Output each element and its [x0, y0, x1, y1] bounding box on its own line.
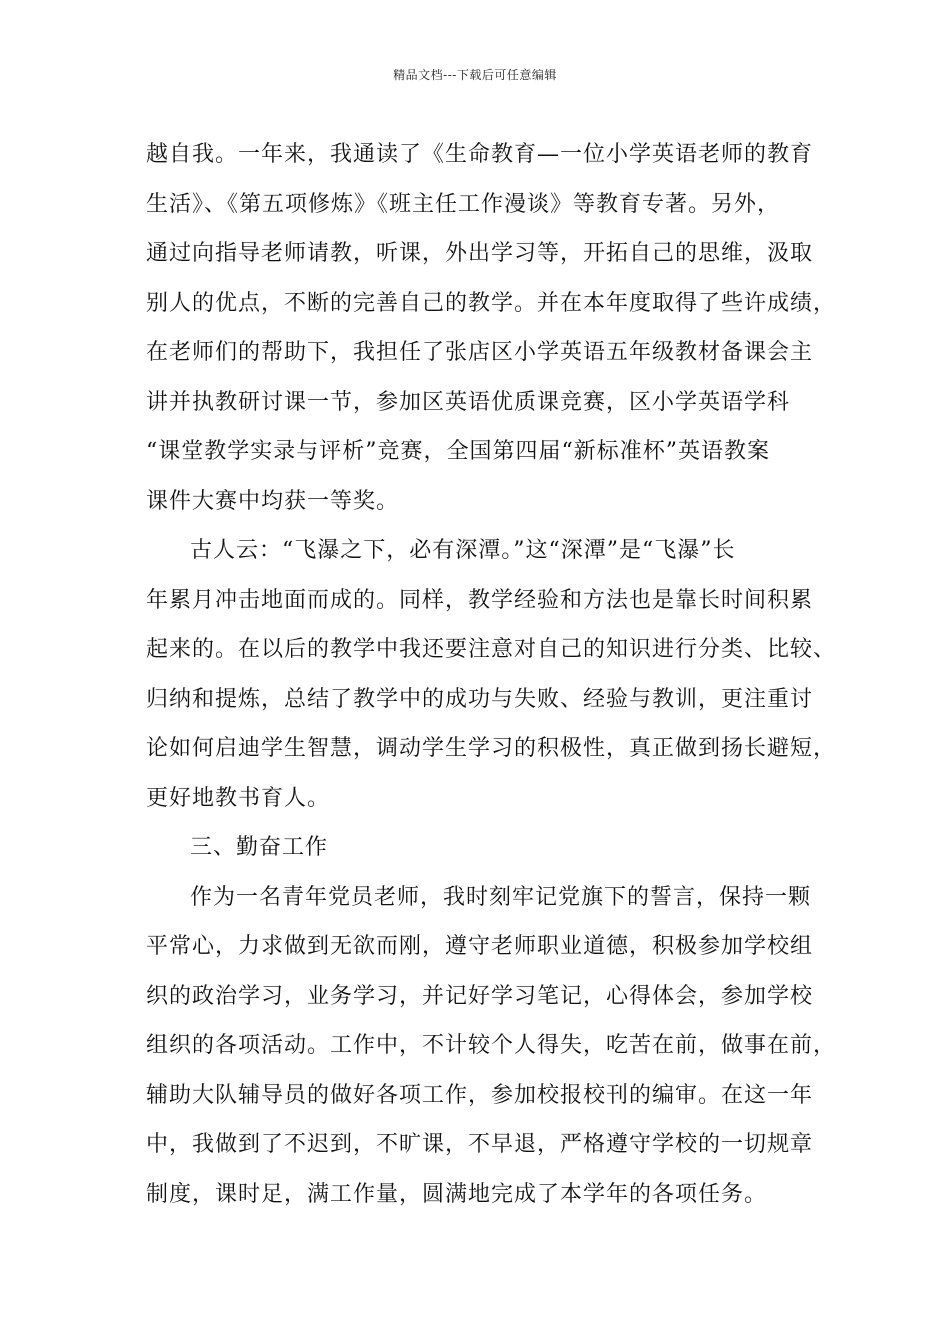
text-line: 讲并执教研讨课一节，参加区英语优质课竞赛，区小学英语学科 — [146, 389, 791, 415]
page-header: 精品文档---下载后可任意编辑 — [393, 68, 557, 82]
text-line: “课堂教学实录与评析”竞赛，全国第四届“新标准杯”英语教案 — [146, 439, 770, 464]
text-line: 在老师们的帮助下，我担任了张店区小学英语五年级教材备课会主 — [146, 340, 814, 365]
paragraph-start-line: 古人云：“飞瀑之下，必有深潭。”这“深潭”是“飞瀑”长 — [190, 538, 736, 563]
text-line: 制度，课时足，满工作量，圆满地完成了本学年的各项任务。 — [146, 1181, 768, 1207]
text-line: 辅助大队辅导员的做好各项工作，参加校报校刊的编审。在这一年 — [146, 1082, 814, 1108]
text-line: 通过向指导老师请教，听课，外出学习等，开拓自己的思维，汲取 — [146, 241, 814, 266]
text-line: 中，我做到了不迟到，不旷课，不早退，严格遵守学校的一切规章 — [146, 1132, 814, 1157]
text-line: 归纳和提炼，总结了教学中的成功与失败、经验与教训，更注重讨 — [146, 686, 814, 712]
text-line: 组织的各项活动。工作中，不计较个人得失，吃苦在前，做事在前， — [146, 1033, 837, 1058]
text-line: 平常心，力求做到无欲而刚，遵守老师职业道德，积极参加学校组 — [146, 934, 814, 959]
text-line: 年累月冲击地面而成的。同样，教学经验和方法也是靠长时间积累 — [146, 587, 814, 613]
text-line: 课件大赛中均获一等奖。 — [146, 488, 400, 514]
text-line: 生活》、《第五项修炼》《班主任工作漫谈》等教育专著。另外， — [146, 191, 781, 217]
document-body — [146, 130, 837, 1219]
text-line: 起来的。在以后的教学中我还要注意对自己的知识进行分类、比较、 — [146, 637, 837, 662]
paragraph-start-line: 作为一名青年党员老师，我时刻牢记党旗下的誓言，保持一颗 — [190, 884, 812, 910]
text-line: 别人的优点，不断的完善自己的教学。并在本年度取得了些许成绩， — [146, 290, 837, 316]
text-line: 织的政治学习，业务学习，并记好学习笔记，心得体会，参加学校 — [146, 983, 814, 1009]
text-line: 论如何启迪学生智慧，调动学生学习的积极性，真正做到扬长避短， — [146, 736, 837, 761]
section-heading: 三、勤奋工作 — [190, 835, 329, 860]
text-line: 更好地教书育人。 — [146, 785, 331, 811]
text-line: 越自我。一年来，我通读了《生命教育—一位小学英语老师的教育 — [146, 142, 814, 167]
